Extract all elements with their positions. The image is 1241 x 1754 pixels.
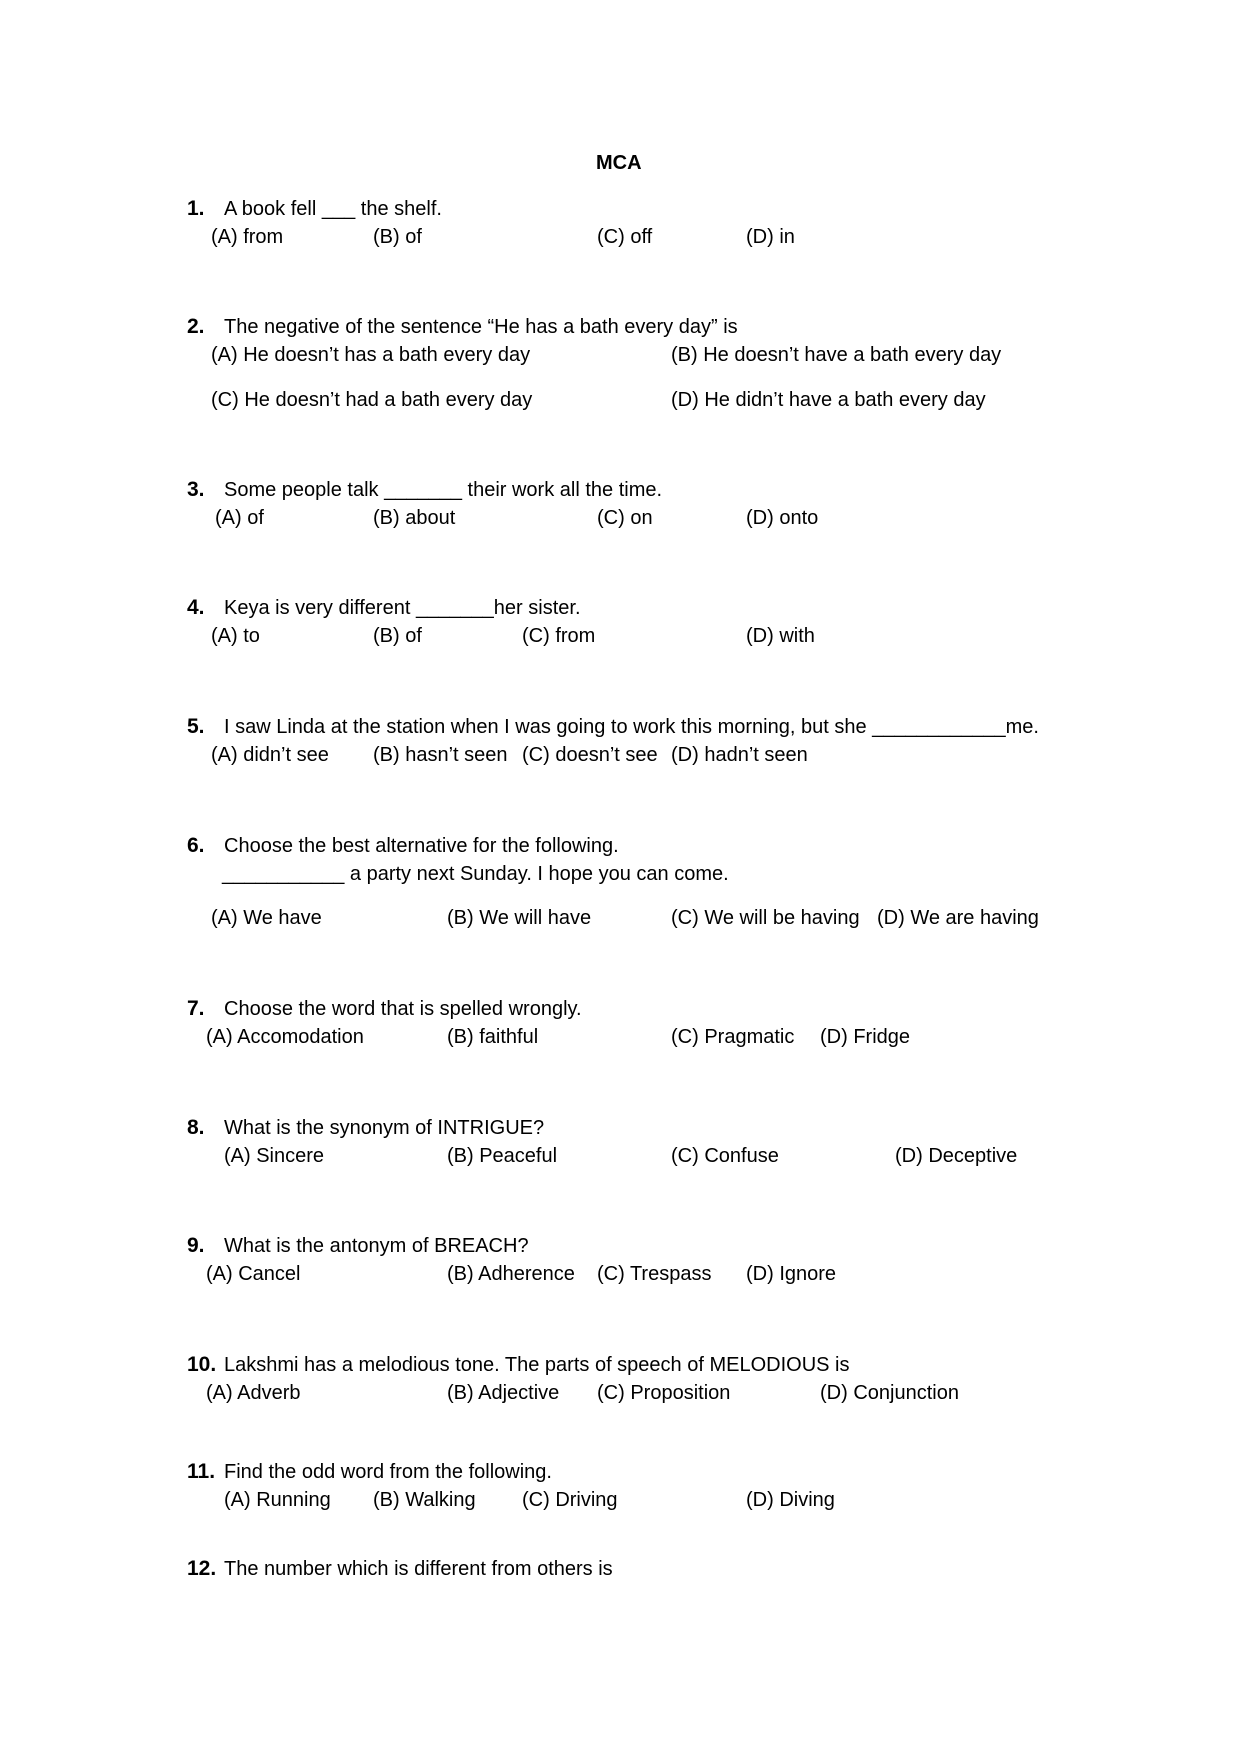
question-4-number: 4. [187, 596, 205, 619]
question-1-option-c[interactable]: (C) off [597, 226, 653, 248]
question-10-option-c[interactable]: (C) Proposition [597, 1382, 731, 1404]
question-5-text: I saw Linda at the station when I was going to work this morning, but she ____________me. [224, 716, 1039, 738]
question-7-option-d[interactable]: (D) Fridge [820, 1026, 911, 1048]
question-4-option-b[interactable]: (B) of [373, 625, 422, 647]
question-8-option-c[interactable]: (C) Confuse [671, 1145, 779, 1167]
question-2-option-a[interactable]: (A) He doesn’t has a bath every day [211, 344, 531, 366]
question-8-text: What is the synonym of INTRIGUE? [224, 1117, 545, 1139]
question-8-option-d[interactable]: (D) Deceptive [895, 1145, 1018, 1167]
question-10-option-a[interactable]: (A) Adverb [206, 1382, 301, 1404]
question-3-number: 3. [187, 478, 205, 501]
question-12-text: The number which is different from others is [224, 1558, 613, 1580]
question-10-text: Lakshmi has a melodious tone. The parts of speech of MELODIOUS is [224, 1354, 850, 1376]
question-4-option-a[interactable]: (A) to [211, 625, 260, 647]
question-6-option-b[interactable]: (B) We will have [447, 907, 592, 929]
question-1-number: 1. [187, 197, 205, 220]
question-3-text: Some people talk _______ their work all the time. [224, 479, 663, 501]
question-6-option-c[interactable]: (C) We will be having [671, 907, 860, 929]
question-6-number: 6. [187, 834, 205, 857]
question-9-option-a[interactable]: (A) Cancel [206, 1263, 301, 1285]
question-11-option-b[interactable]: (B) Walking [373, 1489, 476, 1511]
question-9-text: What is the antonym of BREACH? [224, 1235, 529, 1257]
question-6-option-d[interactable]: (D) We are having [877, 907, 1039, 929]
question-7-option-b[interactable]: (B) faithful [447, 1026, 539, 1048]
question-6-text: Choose the best alternative for the following. [224, 835, 619, 857]
question-10-option-d[interactable]: (D) Conjunction [820, 1382, 959, 1404]
question-7-number: 7. [187, 997, 205, 1020]
question-8-option-b[interactable]: (B) Peaceful [447, 1145, 558, 1167]
question-9-number: 9. [187, 1234, 205, 1257]
question-1-option-b[interactable]: (B) of [373, 226, 422, 248]
question-3-option-c[interactable]: (C) on [597, 507, 653, 529]
question-1-option-d[interactable]: (D) in [746, 226, 795, 248]
question-2-option-d[interactable]: (D) He didn’t have a bath every day [671, 389, 986, 411]
question-5-option-a[interactable]: (A) didn’t see [211, 744, 329, 766]
question-9-option-c[interactable]: (C) Trespass [597, 1263, 712, 1285]
question-7-option-a[interactable]: (A) Accomodation [206, 1026, 364, 1048]
question-1-option-a[interactable]: (A) from [211, 226, 284, 248]
question-4-option-c[interactable]: (C) from [522, 625, 596, 647]
question-8-option-a[interactable]: (A) Sincere [224, 1145, 325, 1167]
question-12-number: 12. [187, 1557, 217, 1580]
question-3-option-d[interactable]: (D) onto [746, 507, 819, 529]
question-2-option-b[interactable]: (B) He doesn’t have a bath every day [671, 344, 1002, 366]
question-6-subtext: ___________ a party next Sunday. I hope you can come. [222, 863, 729, 885]
question-8-number: 8. [187, 1116, 205, 1139]
question-11-text: Find the odd word from the following. [224, 1461, 552, 1483]
question-10-number: 10. [187, 1353, 217, 1376]
question-6-option-a[interactable]: (A) We have [211, 907, 322, 929]
question-4-option-d[interactable]: (D) with [746, 625, 815, 647]
question-3-option-b[interactable]: (B) about [373, 507, 456, 529]
question-10-option-b[interactable]: (B) Adjective [447, 1382, 560, 1404]
question-1-text: A book fell ___ the shelf. [224, 198, 442, 220]
question-4-text: Keya is very different _______her sister. [224, 597, 581, 619]
question-3-option-a[interactable]: (A) of [215, 507, 264, 529]
question-11-option-d[interactable]: (D) Diving [746, 1489, 835, 1511]
question-2-number: 2. [187, 315, 205, 338]
question-5-number: 5. [187, 715, 205, 738]
question-7-text: Choose the word that is spelled wrongly. [224, 998, 582, 1020]
question-7-option-c[interactable]: (C) Pragmatic [671, 1026, 795, 1048]
page-title: MCA [596, 152, 642, 174]
question-11-option-c[interactable]: (C) Driving [522, 1489, 618, 1511]
question-2-text: The negative of the sentence “He has a bath every day” is [224, 316, 738, 338]
question-5-option-d[interactable]: (D) hadn’t seen [671, 744, 808, 766]
question-9-option-d[interactable]: (D) Ignore [746, 1263, 837, 1285]
question-9-option-b[interactable]: (B) Adherence [447, 1263, 575, 1285]
question-5-option-b[interactable]: (B) hasn’t seen [373, 744, 508, 766]
question-11-option-a[interactable]: (A) Running [224, 1489, 331, 1511]
question-2-option-c[interactable]: (C) He doesn’t had a bath every day [211, 389, 533, 411]
question-5-option-c[interactable]: (C) doesn’t see [522, 744, 658, 766]
question-11-number: 11. [187, 1460, 216, 1483]
